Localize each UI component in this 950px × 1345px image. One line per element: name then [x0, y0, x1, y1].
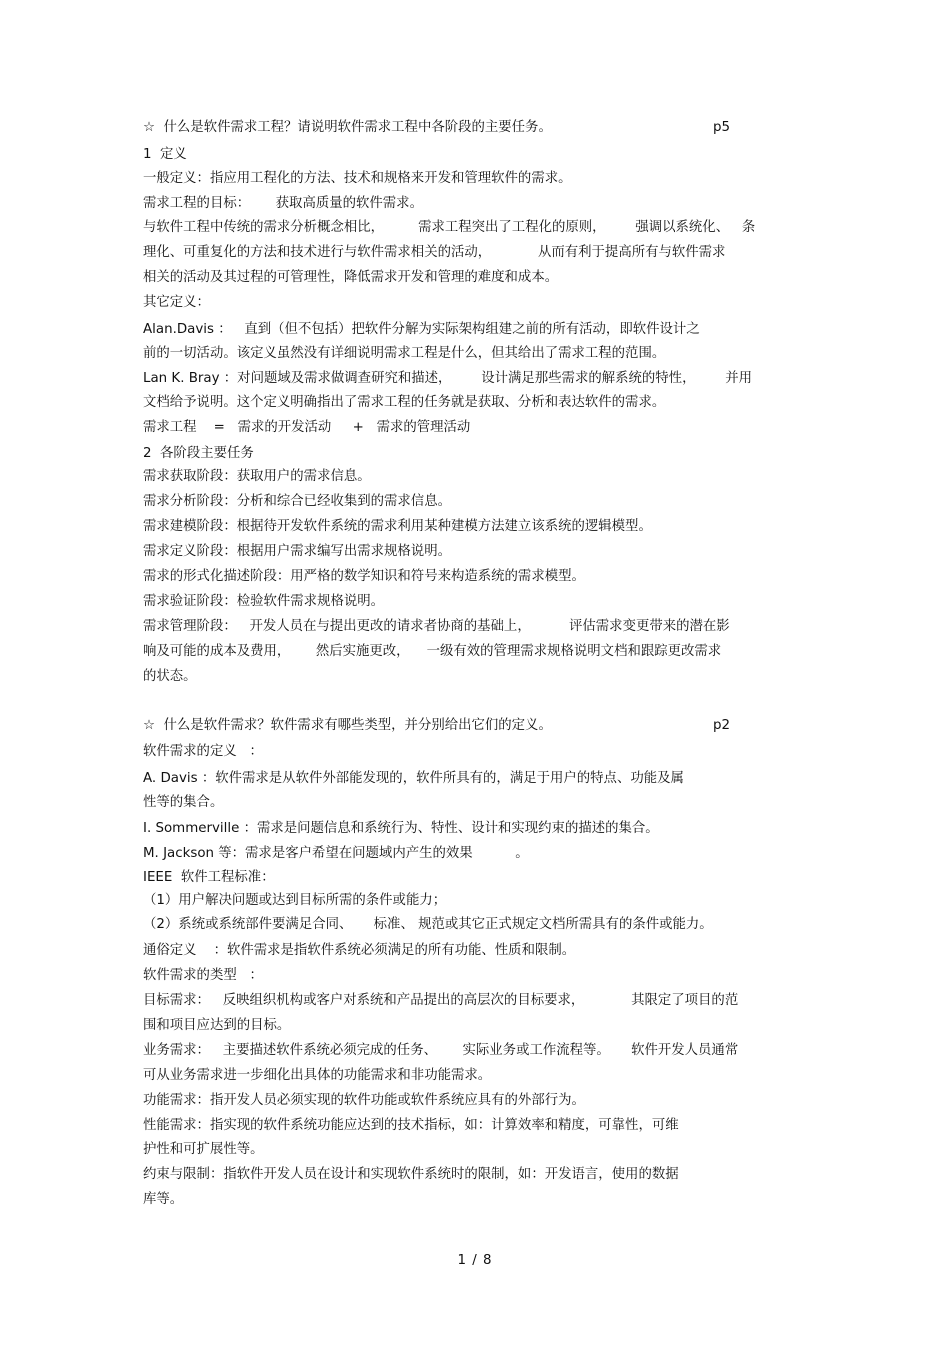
- text-line: 其它定义：: [143, 295, 210, 310]
- text-line: A. Davis ：软件需求是从软件外部能发现的，软件所具有的，满足于用户的特点、功能及属: [143, 771, 684, 786]
- section1-page-ref: p5: [713, 120, 731, 135]
- section2-page-ref: p2: [713, 718, 731, 733]
- text-line: 1 定义: [143, 147, 187, 162]
- text-line: 前的一切活动。该定义虽然没有详细说明需求工程是什么，但其给出了需求工程的范围。: [143, 346, 666, 361]
- text-line: 性等的集合。: [143, 795, 224, 810]
- text-line: 护性和可扩展性等。: [143, 1142, 264, 1157]
- text-line: 通俗定义 ：软件需求是指软件系统必须满足的所有功能、性质和限制。: [143, 943, 576, 958]
- text-line: 需求定义阶段：根据用户需求编写出需求规格说明。: [143, 544, 451, 559]
- text-line: 软件需求的类型 ：: [143, 968, 263, 983]
- section2-heading: ☆ 什么是软件需求？软件需求有哪些类型，并分别给出它们的定义。: [143, 718, 552, 733]
- text-line: 一般定义：指应用工程化的方法、技术和规格来开发和管理软件的需求。: [143, 171, 572, 186]
- text-line: 功能需求：指开发人员必须实现的软件功能或软件系统应具有的外部行为。: [143, 1093, 585, 1108]
- text-line: Alan.Davis ： 直到（但不包括）把软件分解为实际架构组建之前的所有活动，即软件设计之: [143, 322, 700, 337]
- text-line: 文档给予说明。这个定义明确指出了需求工程的任务就是获取、分析和表达软件的需求。: [143, 395, 666, 410]
- text-line: 围和项目应达到的目标。: [143, 1018, 291, 1033]
- text-line: 软件需求的定义 ：: [143, 744, 263, 759]
- text-line: 需求获取阶段：获取用户的需求信息。: [143, 469, 371, 484]
- text-line: 可从业务需求进一步细化出具体的功能需求和非功能需求。: [143, 1068, 492, 1083]
- text-line: IEEE 软件工程标准：: [143, 870, 275, 885]
- text-line: 相关的活动及其过程的可管理性，降低需求开发和管理的难度和成本。: [143, 270, 559, 285]
- text-line: I. Sommerville ：需求是问题信息和系统行为、特性、设计和实现约束的描述的集合。: [143, 821, 659, 836]
- text-line: （1）用户解决问题或达到目标所需的条件或能力；: [143, 893, 447, 908]
- text-line: 需求工程的目标： 获取高质量的软件需求。: [143, 196, 423, 211]
- text-line: （2）系统或系统部件要满足合同、 标准、 规范或其它正式规定文档所需具有的条件或能力。: [143, 917, 713, 932]
- text-line: 的状态。: [143, 669, 197, 684]
- text-line: 需求分析阶段：分析和综合已经收集到的需求信息。: [143, 494, 451, 509]
- subsection-heading: 2 各阶段主要任务: [143, 446, 254, 461]
- text-line: 需求建模阶段：根据待开发软件系统的需求利用某种建模方法建立该系统的逻辑模型。: [143, 519, 652, 534]
- text-line: 需求管理阶段： 开发人员在与提出更改的请求者协商的基础上， 评估需求变更带来的潜在影: [143, 619, 730, 634]
- text-line: 业务需求： 主要描述软件系统必须完成的任务、 实际业务或工作流程等。 软件开发人员通常: [143, 1043, 739, 1058]
- text-line: 需求验证阶段：检验软件需求规格说明。: [143, 594, 385, 609]
- section1-heading: ☆ 什么是软件需求工程？请说明软件需求工程中各阶段的主要任务。: [143, 120, 552, 135]
- text-line: 需求的形式化描述阶段：用严格的数学知识和符号来构造系统的需求模型。: [143, 569, 585, 584]
- text-line: 目标需求： 反映组织机构或客户对系统和产品提出的高层次的目标要求， 其限定了项目的范: [143, 993, 739, 1008]
- text-line: 需求工程 = 需求的开发活动 + 需求的管理活动: [143, 420, 471, 435]
- text-line: M. Jackson 等：需求是客户希望在问题域内产生的效果 。: [143, 846, 529, 861]
- text-line: Lan K. Bray ：对问题域及需求做调查研究和描述， 设计满足那些需求的解系统的特性， 并用: [143, 371, 753, 386]
- text-line: 库等。: [143, 1192, 184, 1207]
- text-line: 理化、可重复化的方法和技术进行与软件需求相关的活动， 从而有利于提高所有与软件需求: [143, 245, 726, 260]
- text-line: 约束与限制：指软件开发人员在设计和实现软件系统时的限制，如：开发语言，使用的数据: [143, 1167, 679, 1182]
- text-line: 性能需求：指实现的软件系统功能应达到的技术指标，如：计算效率和精度，可靠性，可维: [143, 1118, 679, 1133]
- page-indicator: 1 / 8: [457, 1253, 493, 1268]
- text-line: 与软件工程中传统的需求分析概念相比， 需求工程突出了工程化的原则， 强调以系统化、 条: [143, 220, 756, 235]
- text-line: 响及可能的成本及费用， 然后实施更改， 一级有效的管理需求规格说明文档和跟踪更改需求: [143, 644, 722, 659]
